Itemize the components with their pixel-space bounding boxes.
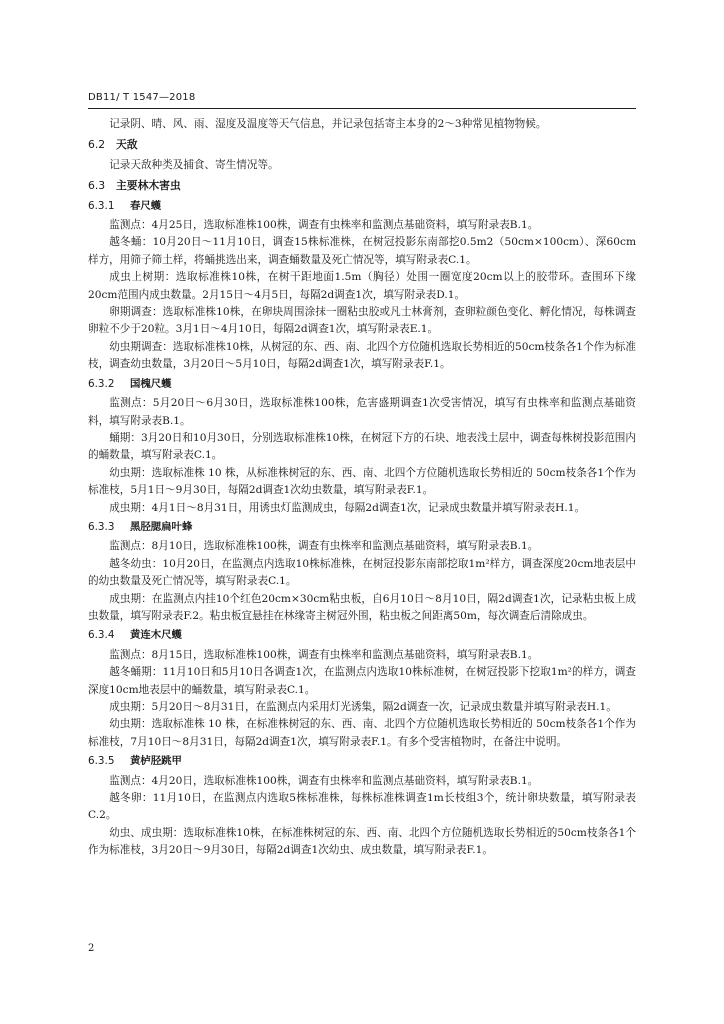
body-paragraph: 卵期调查：选取标准株10株，在卵块周围涂抹一圈粘虫胶或凡士林膏剂，查卵粒颜色变化、孵化情况，每株调查卵粒不少于20粒。3月1日～4月10日，每隔2d调查1次，填写附录表E.1。 — [88, 306, 636, 336]
body-paragraph: 成虫期：在监测点内挂10个红色20cm×30cm粘虫板，自6月10日～8月10日，隔2d调查1次，记录粘虫板上成虫数量，填写附录表F.2。粘虫板宜悬挂在林缘寄主树冠外围，粘虫板之间距离50m，每次调查后清除成虫。 — [88, 592, 636, 622]
heading-title: 国槐尺蠖 — [130, 377, 172, 390]
body-paragraph: 越冬卵：11月10日，在监测点内选取5株标准株，每株标准株调查1m长枝组3个，统计卵块数量，填写附录表C.2。 — [88, 792, 636, 822]
subsection-heading — [88, 198, 636, 215]
body-paragraph: 监测点：5月20日～6月30日，选取标准株100株，危害盛期调查1次受害情况，填写有虫株率和监测点基础资料，填写附录表B.1。 — [88, 397, 636, 427]
heading-title: 春尺蠖 — [130, 199, 162, 212]
body-paragraph: 监测点：8月10日，选取标准株100株，调查有虫株率和监测点基础资料，填写附录表B.1。 — [109, 540, 539, 553]
section-heading — [88, 136, 636, 153]
subsection-heading — [88, 753, 636, 770]
page-number: 2 — [88, 943, 95, 954]
subsection-heading — [88, 376, 636, 393]
heading-title: 主要林木害虫 — [116, 179, 181, 193]
heading-number: 6.3.4 — [88, 629, 115, 642]
subsection-heading — [88, 627, 636, 644]
subsection-heading — [88, 519, 636, 536]
heading-number: 6.3.5 — [88, 755, 115, 768]
body-paragraph: 记录阴、晴、风、雨、湿度及温度等天气信息，并记录包括寄主本身的2～3种常见植物物候。 — [109, 118, 547, 130]
heading-number: 6.3.3 — [88, 520, 115, 533]
body-paragraph: 监测点：4月20日，选取标准株100株，调查有虫株率和监测点基础资料，填写附录表B.1。 — [109, 774, 539, 787]
body-paragraph: 越冬蛹期：11月10日和5月10日各调查1次，在监测点内选取10株标准树，在树冠投影下挖取1m²的样方，调查深度10cm地表层中的蛹数量，填写附录表C.1。 — [88, 666, 636, 696]
heading-title: 天敌 — [116, 138, 138, 152]
body-paragraph: 越冬蛹：10月20日～11月10日，调查15株标准株，在树冠投影东南部挖0.5m2（50cm×100cm）、深60cm样方，用筛子筛土样，将蛹挑选出来，调查蛹数量及死亡情况等，填写附录表C.1。 — [88, 236, 636, 266]
heading-title: 黑胫腮扁叶蜂 — [130, 520, 193, 533]
heading-number: 6.3.1 — [88, 199, 115, 212]
body-paragraph: 记录天敌种类及捕食、寄生情况等。 — [109, 158, 279, 171]
header-rule — [88, 108, 636, 109]
section-heading — [88, 177, 636, 194]
standard-number-header: DB11/ T 1547—2018 — [88, 92, 196, 103]
heading-number: 6.3 — [88, 179, 106, 193]
heading-number: 6.3.2 — [88, 377, 115, 390]
heading-title: 黄栌胫跳甲 — [130, 755, 182, 768]
heading-title: 黄连木尺蠖 — [130, 629, 182, 642]
body-paragraph: 蛹期：3月20日和10月30日，分别选取标准株10株，在树冠下方的石块、地表浅土层中，调查每株树投影范围内的蛹数量，填写附录表C.1。 — [88, 431, 636, 462]
body-paragraph: 成虫期：4月1日～8月31日，用诱虫灯监测成虫，每隔2d调查1次，记录成虫数量并填写附录表H.1。 — [109, 501, 586, 514]
page-body — [88, 116, 636, 860]
body-paragraph: 幼虫、成虫期：选取标准株10株，在标准株树冠的东、西、南、北四个方位随机选取长势相近的50cm枝条各1个作为标准枝，3月20日～9月30日，每隔2d调查1次幼虫、成虫数量，填写附录表F.1。 — [88, 826, 636, 857]
body-paragraph: 幼虫期：选取标准株 10 株，从标准株树冠的东、西、南、北四个方位随机选取长势相近的 50cm枝条各1个作为标准枝，5月1日～9月30日，每隔2d调查1次幼虫数量，填写附录表F.1。 — [88, 466, 636, 497]
body-paragraph: 成虫上树期：选取标准株10株，在树干距地面1.5m（胸径）处围一圈宽度20cm以上的胶带环。查围环下缘20cm范围内成虫数量。2月15日～4月5日，每隔2d调查1次，填写附录表D.1。 — [88, 271, 636, 301]
body-paragraph: 监测点：8月15日，选取标准株100株，调查有虫株率和监测点基础资料，填写附录表B.1。 — [109, 648, 539, 661]
body-paragraph: 监测点：4月25日，选取标准株100株，调查有虫株率和监测点基础资料，填写附录表B.1。 — [109, 219, 539, 232]
body-paragraph: 成虫期：5月20日～8月31日，在监测点内采用灯光诱集，隔2d调查一次，记录成虫数量并填写附录表H.1。 — [109, 701, 617, 713]
heading-number: 6.2 — [88, 138, 106, 152]
body-paragraph: 幼虫期：选取标准株 10 株，在标准株树冠的东、西、南、北四个方位随机选取长势相近的 50cm枝条各1个作为标准枝，7月10日～8月31日，每隔2d调查1次，填写附录表F.1。有多个受害植物时，在备注中说明。 — [88, 718, 636, 748]
body-paragraph: 越冬幼虫：10月20日，在监测点内选取10株标准株，在树冠投影东南部挖取1m²样方，调查深度20cm地表层中的幼虫数量及死亡情况等，填写附录表C.1。 — [88, 557, 636, 588]
body-paragraph: 幼虫期调查：选取标准株10株，从树冠的东、西、南、北四个方位随机选取长势相近的50cm枝条各1个作为标准枝，调查幼虫数量，3月20日～5月10日，每隔2d调查1次，填写附录表F.1。 — [88, 340, 636, 371]
